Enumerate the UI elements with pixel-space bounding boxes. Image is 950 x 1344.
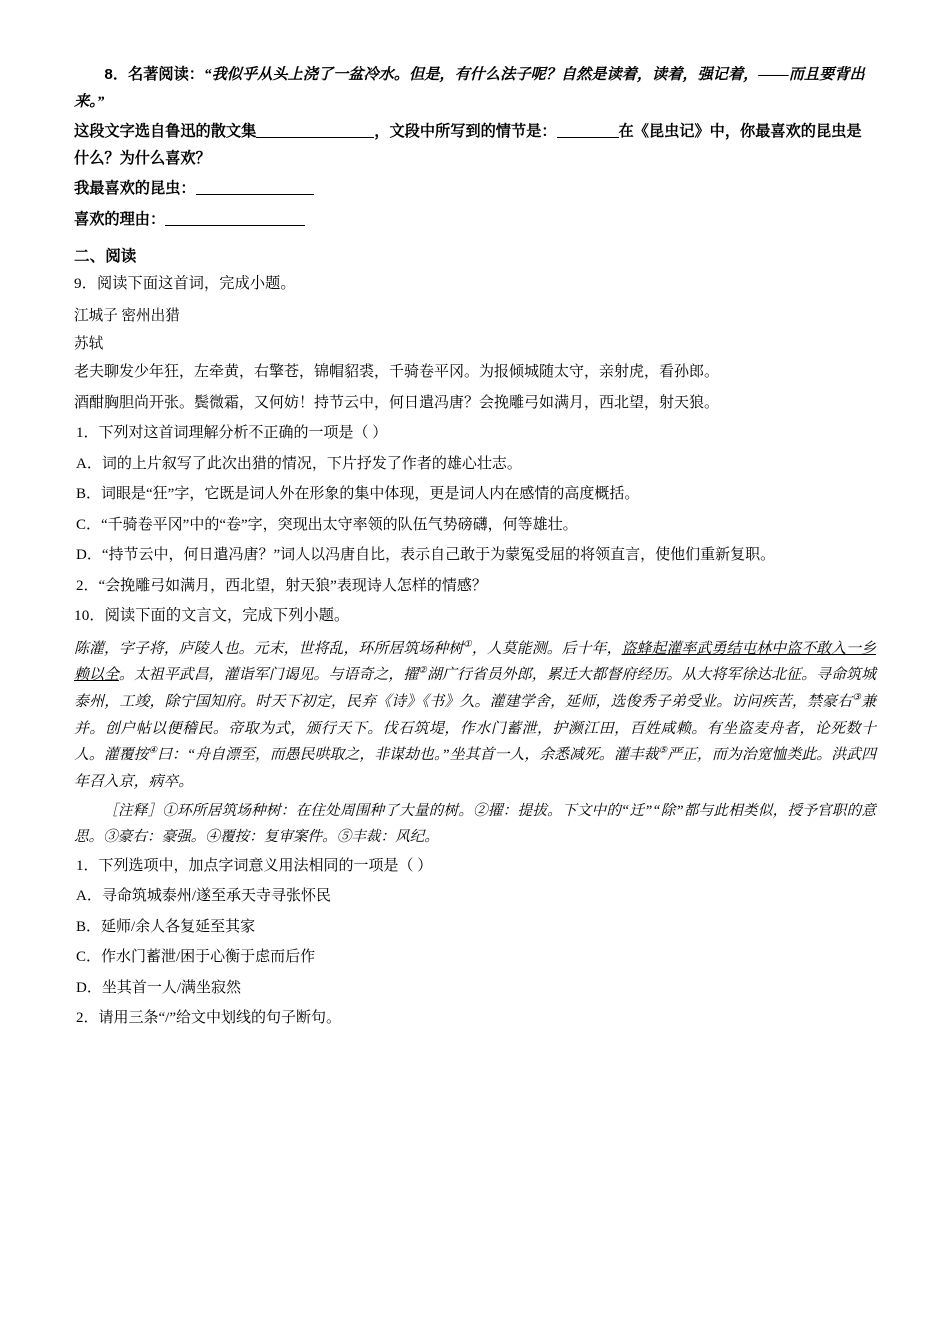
passage-note-ref-2: ②	[418, 666, 427, 677]
poem-title: 江城子 密州出猎	[74, 308, 180, 325]
question-9-option-a[interactable]: A．词的上片叙写了此次出猎的情况，下片抒发了作者的雄心壮志。	[76, 455, 522, 472]
passage-part-7: 严正，而为治宽恤类此。洪武四年召入京，病卒。	[74, 747, 876, 790]
blank-anthology[interactable]	[256, 137, 374, 138]
question-10-stem-text: 阅读下面的文言文，完成下列小题。	[104, 607, 350, 625]
blank-plot[interactable]	[557, 137, 619, 138]
question-10-stem	[74, 604, 876, 629]
passage-note-ref-4: ④	[148, 746, 158, 757]
question-8-block	[74, 62, 876, 115]
question-9-sub-2: 2．“会挽雕弓如满月，西北望，射天狼”表现诗人怎样的情感？	[76, 577, 487, 594]
question-8-prompt-c: 在《昆虫记》中，你最喜欢的昆虫是什么？为什么喜欢？	[74, 123, 862, 167]
passage-part-2: ，人莫能测。后十年，	[471, 640, 622, 657]
question-9-sub-1: 1．下列对这首词理解分析不正确的一项是（ ）	[76, 425, 388, 442]
passage-part-5: 兼并。创户帖以便稽民。帝取为式，颁行天下。伐石筑堤，作水门蓄泄，护濒江田，百姓咸赖。有坐盗麦舟者，论死数十人。灌覆按	[74, 694, 876, 764]
question-8-number: 8．	[104, 66, 129, 83]
question-8-answer-1	[74, 176, 876, 203]
section-title-reading: 二、阅读	[74, 247, 137, 265]
passage-note-ref-5: ⑤	[658, 746, 668, 757]
question-9-option-b[interactable]: B．词眼是“狂”字，它既是词人外在形象的集中体现，更是词人内在感情的高度概括。	[76, 486, 640, 503]
question-9-option-d[interactable]: D．“持节云中，何日遣冯唐？”词人以冯唐自比，表示自己敢于为蒙冤受屈的将领直言，使他们重新复职。	[76, 547, 776, 564]
question-9-stem	[74, 272, 876, 297]
question-8-prompt-b: ，文段中所写到的情节是：	[374, 123, 557, 141]
passage-note-ref-1: ①	[463, 639, 472, 650]
question-10-number: 10．	[74, 607, 105, 625]
answer-label-favorite-insect: 我最喜欢的昆虫：	[74, 180, 196, 198]
answer-label-reason: 喜欢的理由：	[74, 210, 166, 228]
question-10-notes: ［注释］①环所居筑场种树：在住处周围种了大量的树。②擢：提拔。下文中的“迁”“除”都与此相类似，授予官职的意思。③豪右：豪强。④覆按：复审案件。⑤丰裁：风纪。	[74, 803, 876, 845]
passage-part-4: 湖广行省员外郎，累迁大都督府经历。从大将军徐达北征。寻命筑城泰州，工竣，除宁国知府。时天下初定，民弃《诗》《书》久。灌建学舍，延师，选俊秀子弟受业。访问疾苦，禁豪右	[74, 667, 876, 710]
passage-underlined-sentence: 盗蜂起灌率武勇结屯林中盗不敢入一乡赖以全	[74, 640, 876, 684]
question-10-passage	[74, 636, 876, 795]
question-10-option-c[interactable]: C．作水门蓄泄/困于心衡于虑而后作	[76, 949, 316, 966]
poem-line-2: 酒酣胸胆尚开张。鬓微霜，又何妨！持节云中，何日遣冯唐？会挽雕弓如满月，西北望，射天狼。	[74, 394, 720, 411]
poem-line-1: 老夫聊发少年狂，左牵黄，右擎苍，锦帽貂裘，千骑卷平冈。为报倾城随太守，亲射虎，看孙郎。	[74, 363, 720, 380]
question-10-sub-1: 1．下列选项中，加点字词意义用法相同的一项是（ ）	[76, 857, 433, 874]
question-9-stem-text: 阅读下面这首词，完成小题。	[96, 274, 296, 292]
passage-part-1: 陈灌，字子将，庐陵人也。元末，世将乱，环所居筑场种树	[74, 640, 464, 657]
question-10-option-b[interactable]: B．延师/余人各复延至其家	[76, 918, 256, 935]
passage-part-6: 曰：“舟自漂至，而愚民哄取之，非谋劫也。”坐其首一人，余悉减死。灌丰裁	[157, 747, 659, 764]
question-10-sub-2: 2．请用三条“/”给文中划线的句子断句。	[76, 1010, 341, 1027]
question-8-prompt-a: 这段文字选自鲁迅的散文集	[74, 123, 257, 141]
question-10-option-d[interactable]: D．坐其首一人/满坐寂然	[76, 979, 242, 996]
poem-author: 苏轼	[74, 336, 104, 353]
passage-note-ref-3: ③	[852, 693, 862, 704]
question-8-quote: “我似乎从头上浇了一盆冷水。但是，有什么法子呢？自然是读着，读着，强记着，——而且要背出来。”	[74, 66, 865, 110]
blank-favorite-insect[interactable]	[196, 194, 314, 195]
question-8-prompt	[74, 119, 876, 172]
question-8-label: 名著阅读：	[128, 66, 204, 83]
question-10-option-a[interactable]: A．寻命筑城泰州/遂至承天寺寻张怀民	[76, 888, 332, 905]
question-9-option-c[interactable]: C．“千骑卷平冈”中的“卷”字，突现出太守率领的队伍气势磅礴，何等雄壮。	[76, 516, 578, 533]
passage-part-3: 。太祖平武昌，灌诣军门谒见。与语奇之，擢	[118, 667, 419, 684]
blank-reason[interactable]	[165, 225, 305, 226]
question-9-number: 9．	[74, 274, 97, 292]
question-8-answer-2	[74, 207, 876, 234]
